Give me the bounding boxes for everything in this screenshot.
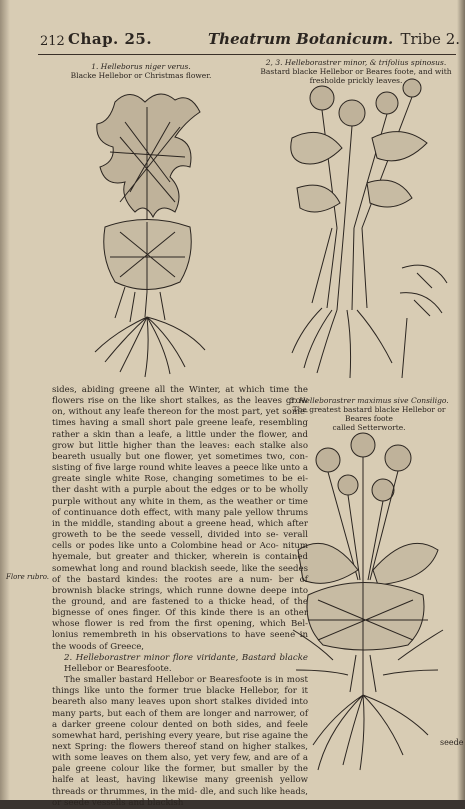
text-line: bignesse of ones finger. Of this kinde there is an other	[52, 608, 308, 619]
text-line: ber of brownish blacke strings, which runne downe deepe	[52, 574, 308, 596]
body-paragraph-2	[52, 675, 308, 809]
text-line: the next Spring: the flowers thereof stand on higher	[52, 730, 308, 752]
text-line: into the ground, and are fastened to a thicke head, of the	[52, 585, 308, 607]
text-line: and are of a pale greene colour like the former,	[52, 753, 309, 775]
text-line: grow but little higher than the leaves: each stalke also	[52, 440, 308, 451]
text-line: greate single white Rose, changing sometimes to be ei-	[52, 474, 308, 485]
heading-line: Hellebor or Bearesfoote.	[64, 663, 172, 674]
text-line: of a darker greene colour dented on both sides, and feele	[52, 708, 308, 730]
figure-2-woodcut	[282, 78, 452, 383]
text-line: woods of Greece,	[68, 641, 145, 652]
text-line: somewhat hard, perishing every yeare, but rise againe	[52, 730, 294, 741]
figure-1-woodcut	[75, 82, 220, 382]
figure-1-latin-name: 1. Helleborus niger verus.	[91, 62, 191, 71]
text-line: whose flower is red from the first opening, which Bel-	[52, 619, 308, 630]
page-number: 212	[40, 34, 65, 49]
text-line: of continuance doth effect, with many pale yellow	[52, 507, 277, 518]
running-title: Theatrum Botanicum.	[208, 30, 394, 48]
figure-1-common-name: Blacke Hellebor or Christmas flower.	[70, 71, 212, 80]
text-line: dle, and such like heads, or seede vessells and blackish	[52, 786, 308, 808]
text-line: ther dasht with a purple about the edges or to be wholly	[52, 485, 308, 496]
figure-3-woodcut	[288, 430, 448, 775]
text-line: the seedes of the bastard kindes: the rootes are a num-	[52, 563, 309, 585]
text-line: times having a small short pale greene leafe, resembling	[52, 418, 308, 429]
figure-3-latin-name: 3. Helleborastrer maximus sive Consiligo.	[289, 396, 449, 405]
text-line: nitum hyemale, but greater and thicker, wherein is	[52, 541, 308, 563]
text-line: things like unto the former true blacke Hellebor, for it	[52, 686, 308, 697]
catchword: seede	[440, 738, 464, 747]
body-paragraph-1	[52, 385, 308, 653]
running-header	[40, 30, 460, 52]
text-line: flowers rise on the like short stalkes, as the leaves grow	[52, 396, 308, 407]
tribe-label: Tribe 2.	[400, 30, 460, 48]
text-line: after groweth to be the seede vessell, divided into se-	[52, 518, 308, 541]
page-gutter	[0, 0, 10, 800]
page-edge	[457, 0, 465, 800]
text-line: many parts, but each of them are longer and narrower,	[52, 708, 300, 719]
marginal-note: Flore rubro.	[6, 573, 50, 581]
header-rule	[38, 54, 456, 55]
figure-3-common-name-2: called Setterworte.	[332, 423, 406, 432]
section-heading-2	[52, 653, 308, 675]
text-line: stalkes, with some leaves on them also, yet very few,	[52, 742, 308, 764]
text-line: contained somewhat long and round blackish seede, like	[52, 552, 308, 574]
text-line: sisting of five large round white leaves a peece like unto a	[52, 463, 308, 474]
text-line: sides, abiding greene all the Winter, at which time the	[52, 385, 308, 395]
figure-2-latin-name: 2, 3. Helleborastrer minor, & trifolius spinosus.	[265, 58, 447, 67]
chapter-label: Chap. 25.	[68, 30, 153, 48]
text-line: rather a skin than a leafe, a little under the flower, and	[52, 429, 308, 440]
figure-3-common-name: The greatest bastard blacke Hellebor or Beares foote	[292, 405, 446, 423]
text-line: beareth usually but one flower, yet sometimes two, con-	[52, 451, 308, 462]
figure-2-common-name: Bastard blacke Hellebor or Beares foote, and with fresholde prickly leaves.	[260, 67, 452, 85]
text-line: beareth also many leaves upon short stalkes divided into	[52, 697, 308, 708]
text-line: on, without any leafe thereon for the most part, yet some-	[52, 407, 308, 418]
text-line: verall cells or podes like unto a Colombine head or Aco-	[52, 530, 308, 552]
figure-3-caption	[284, 396, 454, 432]
text-line: lonius remembreth in his observations to have seene in the	[52, 630, 308, 652]
heading-line: 2. Helleborastrer minor flore viridante, Bastard blacke	[64, 652, 308, 663]
figure-1-caption	[66, 62, 216, 80]
text-line: purple without any white in them, as the weather or time	[52, 496, 308, 507]
text-line: greenish yellow threads or thrummes, in the mid-	[52, 775, 309, 797]
text-line: thrums in the middle, standing about a greene head, which	[52, 507, 308, 529]
body-text	[52, 385, 308, 809]
text-line: The smaller bastard Hellebor or Bearesfoote is in most	[64, 675, 308, 686]
text-line: but smaller by the halfe at least, having likewise many	[52, 764, 308, 786]
